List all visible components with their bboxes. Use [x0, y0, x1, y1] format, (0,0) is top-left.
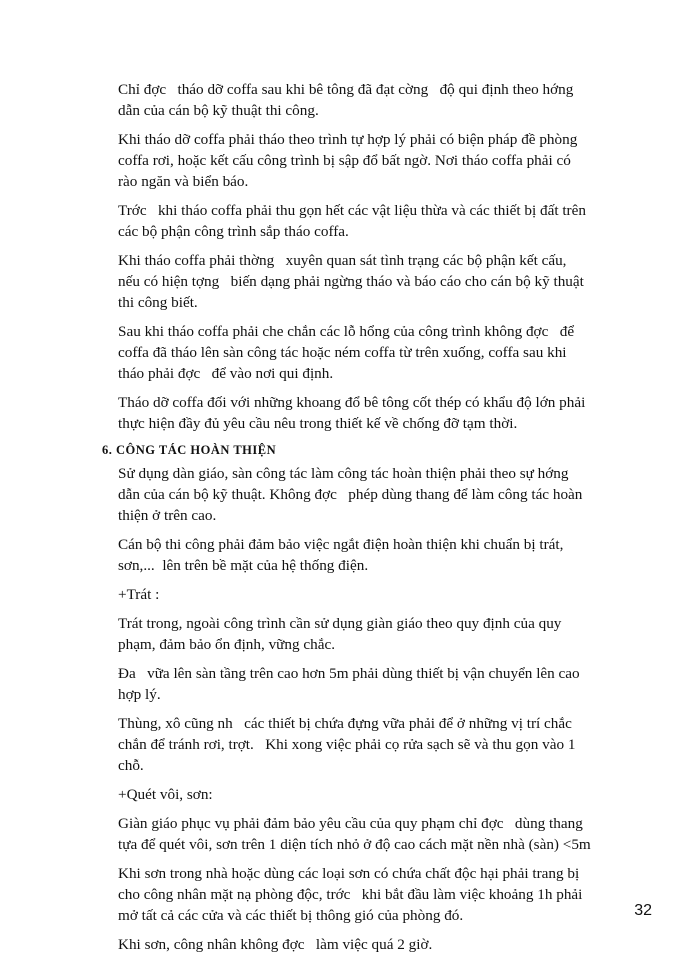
text-line: chắn để tránh rơi, trợt. Khi xong việc phải cọ rửa sạch sẽ và thu gọn vào 1	[118, 736, 576, 753]
text-line: coffa đã tháo lên sàn công tác hoặc ném coffa từ trên xuống, coffa sau khi	[118, 344, 567, 361]
text-line: dẫn của cán bộ kỹ thuật. Không đợc phép dùng thang để làm công tác hoàn	[118, 486, 583, 503]
paragraph	[118, 934, 638, 955]
text-line: phạm, đảm bảo ổn định, vững chắc.	[118, 636, 336, 653]
paragraph	[118, 129, 638, 192]
text-line: Đa vữa lên sàn tầng trên cao hơn 5m phải dùng thiết bị vận chuyển lên cao	[118, 665, 580, 682]
text-line: +Trát :	[118, 586, 160, 603]
paragraph	[118, 79, 638, 121]
paragraph	[118, 463, 638, 526]
text-line: Sử dụng dàn giáo, sàn công tác làm công tác hoàn thiện phải theo sự hớng	[118, 465, 569, 482]
text-line: hợp lý.	[118, 686, 161, 703]
text-line: chỗ.	[118, 757, 144, 774]
section-heading: 6. CÔNG TÁC HOÀN THIỆN	[102, 443, 277, 457]
paragraph	[118, 392, 638, 434]
text-line: Trớc khi tháo coffa phải thu gọn hết các vật liệu thừa và các thiết bị đất trên	[118, 202, 586, 219]
paragraph-group-finishing	[118, 463, 638, 955]
paragraph	[118, 663, 638, 705]
text-line: Cán bộ thi công phải đảm bảo việc ngắt điện hoàn thiện khi chuẩn bị trát,	[118, 536, 564, 553]
text-line: Khi sơn trong nhà hoặc dùng các loại sơn có chứa chất độc hại phải trang bị	[118, 865, 580, 882]
text-line: tựa để quét vôi, sơn trên 1 diện tích nhỏ ở độ cao cách mặt nền nhà (sàn) <5m	[118, 836, 591, 853]
text-line: Tháo dỡ coffa đối với những khoang đổ bê tông cốt thép có khẩu độ lớn phải	[118, 394, 586, 411]
paragraph	[118, 321, 638, 384]
text-line: Sau khi tháo coffa phải che chắn các lỗ hổng của công trình không đợc để	[118, 323, 575, 340]
text-line: Thùng, xô cũng nh các thiết bị chứa đựng vữa phải để ở những vị trí chắc	[118, 715, 572, 732]
text-line: sơn,... lên trên bề mặt của hệ thống điện.	[118, 557, 369, 574]
page-body	[102, 79, 638, 963]
text-line: Khi tháo coffa phải thờng xuyên quan sát tình trạng các bộ phận kết cấu,	[118, 252, 567, 269]
text-line: các bộ phận công trình sắp tháo coffa.	[118, 223, 349, 240]
paragraph	[118, 863, 638, 926]
text-line: coffa rơi, hoặc kết cấu công trình bị sập đổ bất ngờ. Nơi tháo coffa phải có	[118, 152, 571, 169]
text-line: mở tất cả các cửa và các thiết bị thông gió của phòng đó.	[118, 907, 464, 924]
text-line: Trát trong, ngoài công trình cần sử dụng giàn giáo theo quy định của quy	[118, 615, 562, 632]
paragraph	[118, 534, 638, 576]
text-line: thiện ở trên cao.	[118, 507, 217, 524]
text-line: +Quét vôi, sơn:	[118, 786, 213, 803]
paragraph	[118, 200, 638, 242]
paragraph	[118, 250, 638, 313]
paragraph	[118, 613, 638, 655]
paragraph	[118, 813, 638, 855]
paragraph	[118, 784, 638, 805]
page-number: 32	[634, 902, 652, 919]
text-line: dẫn của cán bộ kỹ thuật thi công.	[118, 102, 319, 119]
text-line: thực hiện đầy đủ yêu cầu nêu trong thiết kế về chống đỡ tạm thời.	[118, 415, 518, 432]
paragraph	[118, 713, 638, 776]
text-line: Khi tháo dỡ coffa phải tháo theo trình tự hợp lý phải có biện pháp đề phòng	[118, 131, 578, 148]
text-line: cho công nhân mặt nạ phòng độc, trớc khi bắt đầu làm việc khoảng 1h phải	[118, 886, 583, 903]
text-line: nếu có hiện tợng biến dạng phải ngừng tháo và báo cáo cho cán bộ kỹ thuật	[118, 273, 584, 290]
text-line: rào ngăn và biển báo.	[118, 173, 249, 190]
text-line: Giàn giáo phục vụ phải đảm bảo yêu cầu của quy phạm chỉ đợc dùng thang	[118, 815, 583, 832]
text-line: Khi sơn, công nhân không đợc làm việc quá 2 giờ.	[118, 936, 433, 953]
paragraph-group-formwork	[118, 79, 638, 434]
text-line: thi công biết.	[118, 294, 198, 311]
text-line: Chỉ đợc tháo dỡ coffa sau khi bê tông đã đạt cờng độ qui định theo hớng	[118, 81, 574, 98]
paragraph	[118, 584, 638, 605]
text-line: tháo phải đợc để vào nơi qui định.	[118, 365, 334, 382]
